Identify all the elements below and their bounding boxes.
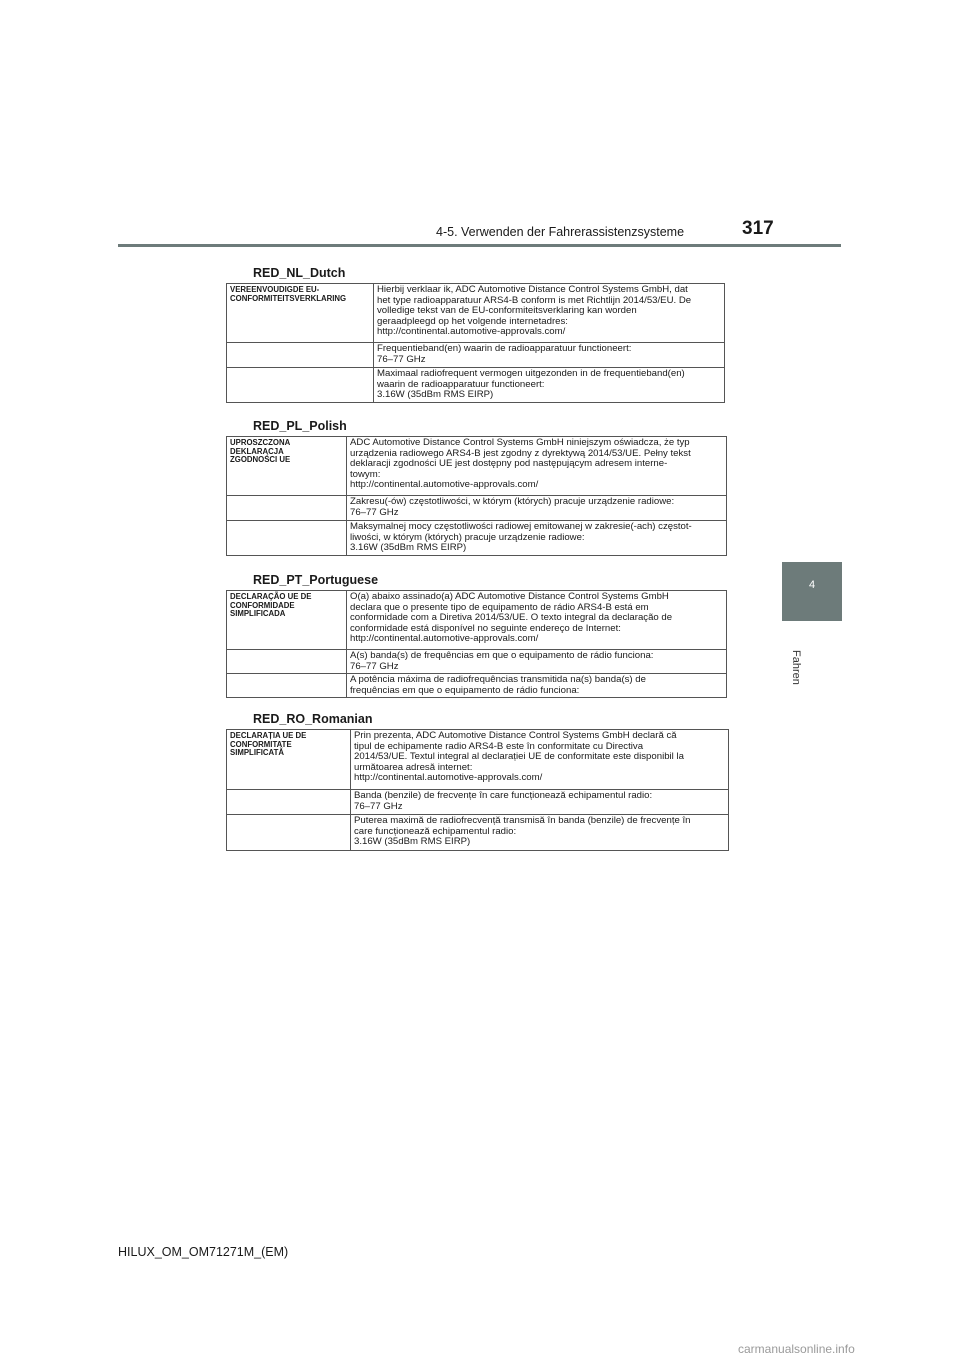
declaration-text: O(a) abaixo assinado(a) ADC Automotive Distance Control Systems GmbH declara que o presente tipo de equipamento de rádio ARS4-B está em conformidade com a Diretiva 2014/53/UE. O texto integral da declaração de conformidade está disponível no seguinte endereço de Internet: http://continental.automotive-approvals.com/	[347, 591, 727, 650]
frequency-text: Banda (benzile) de frecvențe în care funcționează echipamentul radio: 76–77 GHz	[351, 790, 729, 815]
chapter-label: Fahren	[790, 650, 802, 685]
watermark: carmanualsonline.info	[738, 1342, 855, 1356]
chapter-tab[interactable]	[782, 562, 842, 621]
declaration-table-pt	[226, 590, 727, 698]
empty-cell	[227, 650, 347, 674]
frequency-text: A(s) banda(s) de frequências em que o equipamento de rádio funciona: 76–77 GHz	[347, 650, 727, 674]
table-row	[227, 496, 727, 521]
page-number: 317	[742, 218, 774, 239]
power-text: Maximaal radiofrequent vermogen uitgezonden in de frequentieband(en) waarin de radioapparatuur functioneert: 3.16W (35dBm RMS EIRP)	[374, 368, 725, 403]
power-text: A potência máxima de radiofrequências transmitida na(s) banda(s) de frequências em que o equipamento de rádio funciona:	[347, 674, 727, 698]
footer-doc-code: HILUX_OM_OM71271M_(EM)	[118, 1245, 289, 1259]
empty-cell	[227, 343, 374, 368]
declaration-table-pl	[226, 436, 727, 556]
empty-cell	[227, 368, 374, 403]
empty-cell	[227, 790, 351, 815]
declaration-table-nl	[226, 283, 725, 403]
table-row	[227, 368, 725, 403]
section-title-nl: RED_NL_Dutch	[253, 266, 346, 280]
declaration-text: Hierbij verklaar ik, ADC Automotive Distance Control Systems GmbH, dat het type radioapparatuur ARS4-B conform is met Richtlijn 2014/53/EU. De volledige tekst van de EU-conformiteitsverklaring kan worden geraadpleegd op het volgende internetadres: http://continental.automotive-approvals.com/	[374, 284, 725, 343]
header-rule	[118, 244, 841, 247]
section-title-pt: RED_PT_Portuguese	[253, 573, 379, 587]
power-text: Puterea maximă de radiofrecvență transmisă în banda (benzile) de frecvențe în care funcționează echipamentul radio: 3.16W (35dBm RMS EIRP)	[351, 815, 729, 851]
empty-cell	[227, 674, 347, 698]
declaration-label: VEREENVOUDIGDE EU- CONFORMITEITSVERKLARING	[227, 284, 374, 343]
declaration-table-ro	[226, 729, 729, 851]
empty-cell	[227, 521, 347, 556]
table-row	[227, 437, 727, 496]
table-row	[227, 790, 729, 815]
declaration-text: Prin prezenta, ADC Automotive Distance Control Systems GmbH declară că tipul de echipamente radio ARS4-B este în conformitate cu Directiva 2014/53/UE. Textul integral al declarației UE de conformitate este disponibil la următoarea adresă internet: http://continental.automotive-approvals.com/	[351, 730, 729, 790]
chapter-tab-number: 4	[808, 579, 816, 591]
section-title-pl: RED_PL_Polish	[253, 419, 347, 433]
table-row	[227, 730, 729, 790]
power-text: Maksymalnej mocy częstotliwości radiowej emitowanej w zakresie(-ach) częstot- liwości, w którym (których) pracuje urządzenie radiowe: 3.16W (35dBm RMS EIRP)	[347, 521, 727, 556]
table-row	[227, 650, 727, 674]
declaration-label: DECLARAȚIA UE DE CONFORMITATE SIMPLIFICATĂ	[227, 730, 351, 790]
frequency-text: Frequentieband(en) waarin de radioapparatuur functioneert: 76–77 GHz	[374, 343, 725, 368]
table-row	[227, 343, 725, 368]
table-row	[227, 815, 729, 851]
header-section-title: 4-5. Verwenden der Fahrerassistenzsysteme	[436, 225, 685, 239]
table-row	[227, 591, 727, 650]
declaration-label: DECLARAÇÃO UE DE CONFORMIDADE SIMPLIFICADA	[227, 591, 347, 650]
declaration-text: ADC Automotive Distance Control Systems GmbH niniejszym oświadcza, że typ urządzenia radiowego ARS4-B jest zgodny z dyrektywą 2014/53/UE. Pełny tekst deklaracji zgodności UE jest dostępny pod następującym adresem interne- towym: http://continental.automotive-approvals.com/	[347, 437, 727, 496]
table-row	[227, 521, 727, 556]
empty-cell	[227, 815, 351, 851]
table-row	[227, 284, 725, 343]
declaration-label: UPROSZCZONA DEKLARACJA ZGODNOŚCI UE	[227, 437, 347, 496]
frequency-text: Zakresu(-ów) częstotliwości, w którym (których) pracuje urządzenie radiowe: 76–77 GHz	[347, 496, 727, 521]
table-row	[227, 674, 727, 698]
section-title-ro: RED_RO_Romanian	[253, 712, 373, 726]
empty-cell	[227, 496, 347, 521]
